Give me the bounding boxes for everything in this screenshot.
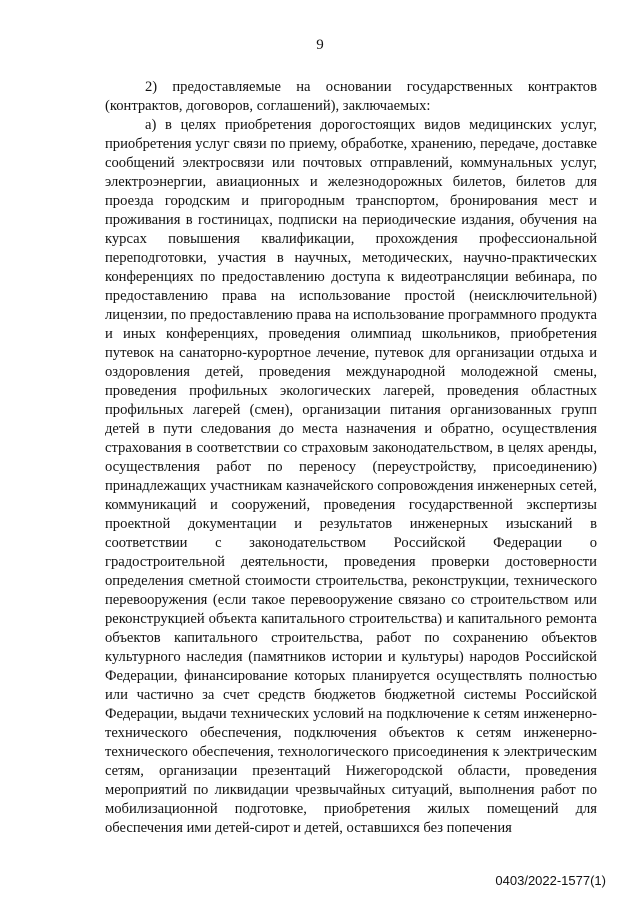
document-body: [105, 78, 597, 838]
paragraph-item-2: 2) предоставляемые на основании государственных контрактов (контрактов, договоров, соглашений), заключаемых:: [105, 79, 597, 114]
page-number: 9: [316, 37, 324, 53]
paragraph-subitem-a: а) в целях приобретения дорогостоящих видов медицинских услуг, приобретения услуг связи по приему, обработке, хранению, передаче, доставке сообщений электросвязи или почтовых отправлений, коммунальных услуг, электроэнергии, авиационных и железнодорожных билетов, билетов для проезда городским и пригородным транспортом, бронирования мест и проживания в гостиницах, подписки на периодические издания, обучения на курсах повышения квалификации, прохождения профессиональной переподготовки, участия в научных, методических, научно-практических конференциях по предоставлению доступа к видеотрансляции вебинара, по предоставлению права на использование простой (неисключительной) лицензии, по предоставлению права на использование программного продукта и иных конференциях, проведения олимпиад школьников, приобретения путевок на санаторно-курортное лечение, путевок для организации отдыха и оздоровления детей, проведения международной молодежной смены, проведения профильных экологических лагерей, проведения областных профильных лагерей (смен), организации питания организованных групп детей в пути следования до места назначения и обратно, осуществления страхования в соответствии со страховым законодательством, в целях аренды, осуществления работ по переносу (переустройству, присоединению) принадлежащих участникам казначейского сопровождения инженерных сетей, коммуникаций и сооружений, проведения государственной экспертизы проектной документации и результатов инженерных изысканий в соответствии с законодательством Российской Федерации о градостроительной деятельности, проведения проверки достоверности определения сметной стоимости строительства, реконструкции, технического перевооружения (если такое перевооружение связано со строительством или реконструкцией объекта капитального строительства) и капитального ремонта объектов капитального строительства, работ по сохранению объектов культурного наследия (памятников истории и культуры) народов Российской Федерации, финансирование которых планируется осуществлять полностью или частично за счет средств бюджетов бюджетной системы Российской Федерации, выдачи технических условий на подключение к сетям инженерно-технического обеспечения, подключения объектов к сетям инженерно-технического обеспечения, технологического присоединения к электрическим сетям, организации презентаций Нижегородской области, проведения мероприятий по ликвидации чрезвычайных ситуаций, выполнения работ по мобилизационной подготовке, приобретения жилых помещений для обеспечения ими детей-сирот и детей, оставшихся без попечения: [105, 117, 597, 836]
document-code: 0403/2022-1577(1): [495, 873, 606, 888]
